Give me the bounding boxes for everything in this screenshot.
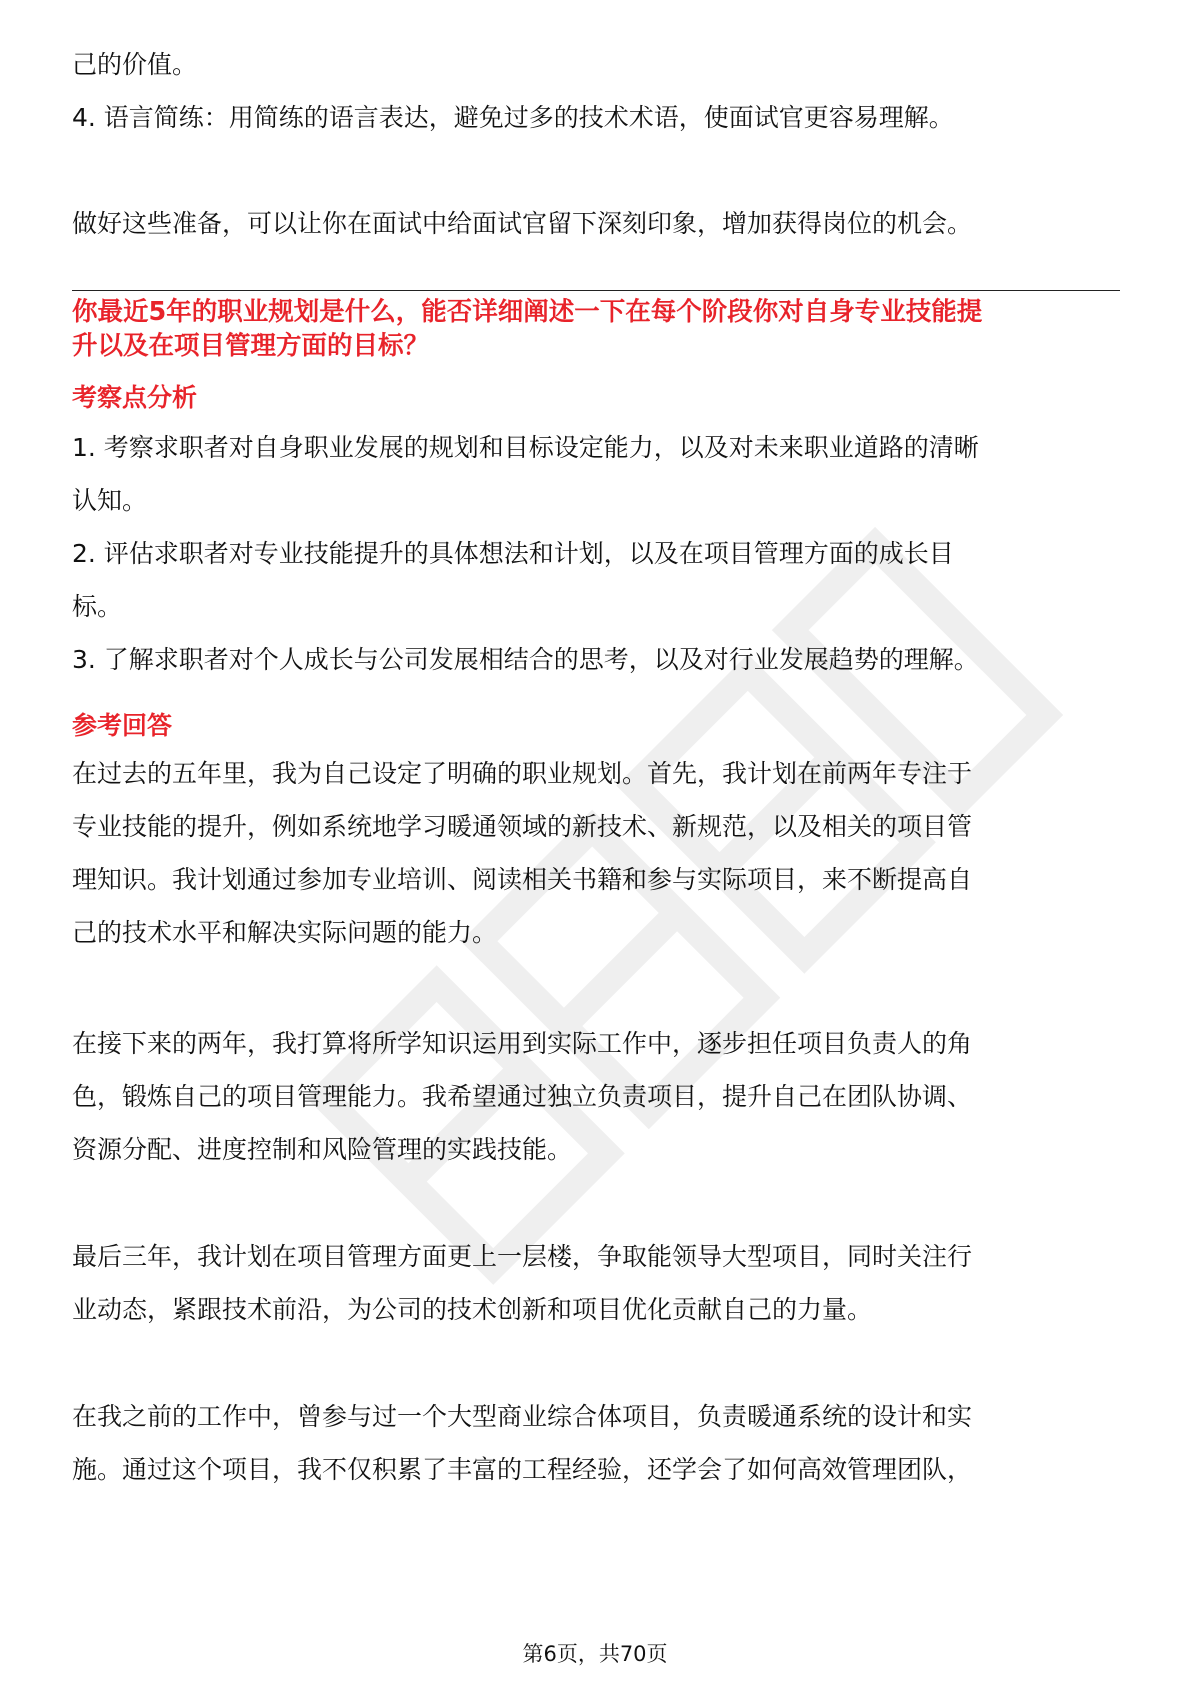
analysis-line: 3. 了解求职者对个人成长与公司发展相结合的思考，以及对行业发展趋势的理解。 (72, 645, 979, 674)
answer-line: 色，锻炼自己的项目管理能力。我希望通过独立负责项目，提升自己在团队协调、 (72, 1082, 973, 1111)
answer-line: 在我之前的工作中，曾参与过一个大型商业综合体项目，负责暖通系统的设计和实 (72, 1402, 973, 1431)
analysis-line: 1. 考察求职者对自身职业发展的规划和目标设定能力，以及对未来职业道路的清晰 (72, 433, 979, 462)
page-number: 第6页，共70页 (522, 1642, 668, 1666)
answer-line: 资源分配、进度控制和风险管理的实践技能。 (72, 1135, 573, 1164)
analysis-line: 认知。 (72, 486, 148, 515)
analysis-line: 2. 评估求职者对专业技能提升的具体想法和计划，以及在项目管理方面的成长目 (72, 539, 954, 568)
answer-line: 己的技术水平和解决实际问题的能力。 (72, 918, 498, 947)
analysis-line: 标。 (72, 592, 123, 621)
answer-line: 专业技能的提升，例如系统地学习暖通领域的新技术、新规范，以及相关的项目管 (72, 812, 973, 841)
answer-line: 施。通过这个项目，我不仅积累了丰富的工程经验，还学会了如何高效管理团队， (72, 1455, 973, 1484)
answer-line: 最后三年，我计划在项目管理方面更上一层楼，争取能领导大型项目，同时关注行 (72, 1242, 973, 1271)
document-page (72, 0, 1120, 1684)
section-divider (72, 290, 1120, 291)
answer-line: 理知识。我计划通过参加专业培训、阅读相关书籍和参与实际项目，来不断提高自 (72, 865, 973, 894)
answer-line: 业动态，紧跟技术前沿，为公司的技术创新和项目优化贡献自己的力量。 (72, 1295, 873, 1324)
body-line: 己的价值。 (72, 50, 198, 79)
body-line: 做好这些准备，可以让你在面试中给面试官留下深刻印象，增加获得岗位的机会。 (72, 209, 973, 238)
answer-heading: 参考回答 (72, 711, 173, 740)
answer-line: 在过去的五年里，我为自己设定了明确的职业规划。首先，我计划在前两年专注于 (72, 759, 973, 788)
body-line: 4. 语言简练：用简练的语言表达，避免过多的技术术语，使面试官更容易理解。 (72, 103, 954, 132)
question-title-line: 升以及在项目管理方面的目标？ (72, 331, 430, 361)
question-title-line: 你最近5年的职业规划是什么，能否详细阐述一下在每个阶段你对自身专业技能提 (72, 297, 983, 327)
answer-line: 在接下来的两年，我打算将所学知识运用到实际工作中，逐步担任项目负责人的角 (72, 1029, 973, 1058)
analysis-heading: 考察点分析 (72, 383, 198, 412)
